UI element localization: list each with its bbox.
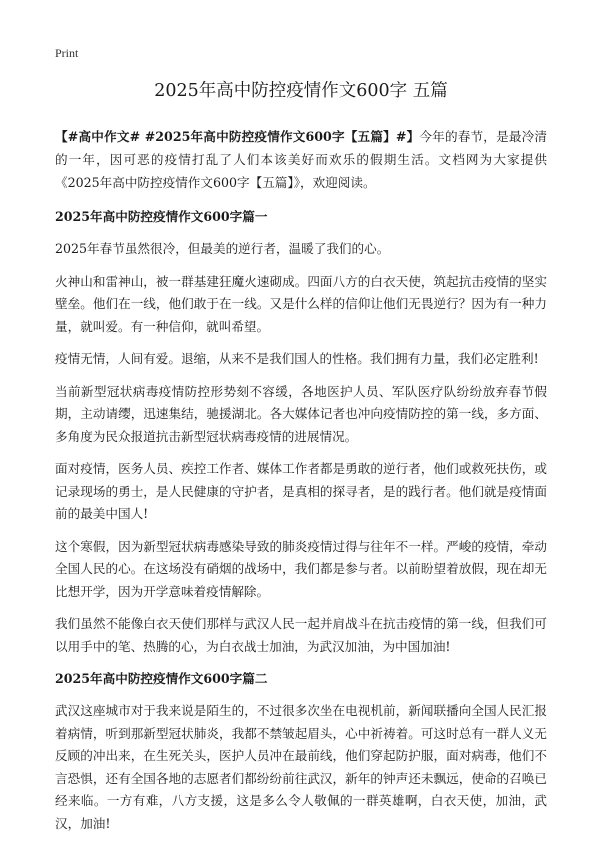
section-heading: 2025年高中防控疫情作文600字篇二 xyxy=(55,671,268,686)
paragraph: 火神山和雷神山，被一群基建狂魔火速砌成。四面八方的白衣天使，筑起抗击疫情的坚实壁垒。他们在一线，他们敢于在一线。又是什么样的信仰让他们无畏逆行？因为有一种力量，就叫爱。有一种信仰，就叫希望。 xyxy=(55,273,547,334)
print-link[interactable]: Print xyxy=(55,46,79,60)
intro-text: 今年的春节，是最冷清的一年，因可恶的疫情打乱了人们本该美好而欢乐的假期生活。文档网为大家提供《2025年高中防控疫情作文600字【五篇】》，欢迎阅读。 xyxy=(55,129,547,190)
paragraph: 2025年春节虽然很冷，但最美的逆行者，温暖了我们的心。 xyxy=(55,241,390,256)
paragraph: 面对疫情，医务人员、疾控工作者、媒体工作者都是勇敢的逆行者，他们或救死扶伤，或记录现场的勇士，是人民健康的守护者，是真相的探寻者，是的践行者。他们就是疫情面前的最美中国人! xyxy=(55,461,547,521)
intro-tags: 【#高中作文# #2025年高中防控疫情作文600字【五篇】#】 xyxy=(55,129,420,144)
paragraph: 武汉这座城市对于我来说是陌生的，不过很多次坐在电视机前，新闻联播向全国人民汇报着病情，听到那新型冠状肺炎，我都不禁皱起眉头，心中祈祷着。可这时总有一群人义无反顾的冲出来，在生死关头，医护人员冲在最前线，他们穿起防护服，面对病毒，他们不言恐惧，还有全国各地的志愿者们都纷纷前往武汉，新年的钟声还未飘远，使命的召唤已经来临。一方有难，八方支援，这是多么令人敬佩的一群英雄啊，白衣天使，加油，武汉，加油! xyxy=(55,703,547,831)
paragraph: 当前新型冠状病毒疫情防控形势刻不容缓，各地医护人员、军队医疗队纷纷放弃春节假期，主动请缨，迅速集结，驰援湖北。各大媒体记者也冲向疫情防控的第一线，多方面、多角度为民众报道抗击新型冠状病毒疫情的进展情况。 xyxy=(55,383,547,444)
paragraph: 我们虽然不能像白衣天使们那样与武汉人民一起并肩战斗在抗击疫情的第一线，但我们可以用手中的笔、热腾的心，为白衣战士加油，为武汉加油，为中国加油! xyxy=(55,616,547,654)
intro-paragraph xyxy=(55,125,547,194)
article xyxy=(55,78,547,845)
paragraph: 这个寒假，因为新型冠状病毒感染导致的肺炎疫情过得与往年不一样。严峻的疫情，牵动全国人民的心。在这场没有硝烟的战场中，我们都是参与者。以前盼望着放假，现在却无比想开学，因为开学意味着疫情解除。 xyxy=(55,538,547,599)
section-heading: 2025年高中防控疫情作文600字篇一 xyxy=(55,209,268,224)
section-2 xyxy=(55,668,547,835)
section-1 xyxy=(55,206,547,658)
paragraph: 疫情无情，人间有爱。退缩，从来不是我们国人的性格。我们拥有力量，我们必定胜利! xyxy=(55,351,539,366)
page-title: 2025年高中防控疫情作文600字 五篇 xyxy=(154,81,448,101)
